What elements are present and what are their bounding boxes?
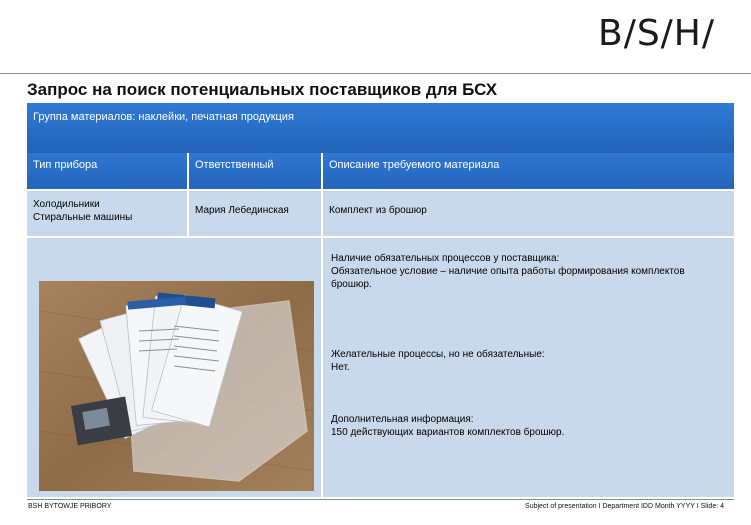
page-title: Запрос на поиск потенциальных поставщиков для БСХ <box>27 80 498 99</box>
desired-processes-text: Нет. <box>331 362 350 373</box>
device-line-2: Стиральные машины <box>33 212 133 223</box>
photo-illustration <box>39 281 314 491</box>
cell-description <box>323 191 734 236</box>
header-device-type-label: Тип прибора <box>33 159 98 171</box>
brochures-in-bag-photo <box>39 281 314 491</box>
required-processes-line-2: брошюр. <box>331 279 372 290</box>
additional-info-heading: Дополнительная информация: <box>331 414 474 425</box>
header-responsible <box>189 153 321 189</box>
required-processes-line-1: Обязательное условие – наличие опыта работы формирования комплектов <box>331 266 685 277</box>
responsible-name: Мария Лебединская <box>195 205 289 216</box>
material-group-band <box>27 103 734 153</box>
bsh-logo: B/S/H/ <box>598 13 716 54</box>
cell-responsible <box>189 191 321 236</box>
header-device-type <box>27 153 187 189</box>
material-group-label: Группа материалов: наклейки, печатная продукция <box>33 111 294 123</box>
footer-slide-info: Subject of presentation I Department IDD Month YYYY I Slide: 4 <box>525 503 724 510</box>
footer-company: BSH BYTOWJE PRIBORY <box>28 503 112 510</box>
header-description <box>323 153 734 189</box>
additional-info-text: 150 действующих вариантов комплектов брошюр. <box>331 427 565 438</box>
desired-processes-heading: Желательные процессы, но не обязательные: <box>331 349 545 360</box>
header-description-label: Описание требуемого материала <box>329 159 500 171</box>
top-divider <box>0 73 751 74</box>
desired-processes <box>331 348 731 374</box>
device-line-1: Холодильники <box>33 199 100 210</box>
description-text: Комплект из брошюр <box>329 205 427 216</box>
bottom-divider <box>27 499 734 500</box>
header-responsible-label: Ответственный <box>195 159 274 171</box>
required-processes <box>331 252 731 291</box>
additional-info <box>331 413 731 439</box>
cell-device-type <box>27 191 187 236</box>
required-processes-heading: Наличие обязательных процессов у поставщика: <box>331 253 560 264</box>
